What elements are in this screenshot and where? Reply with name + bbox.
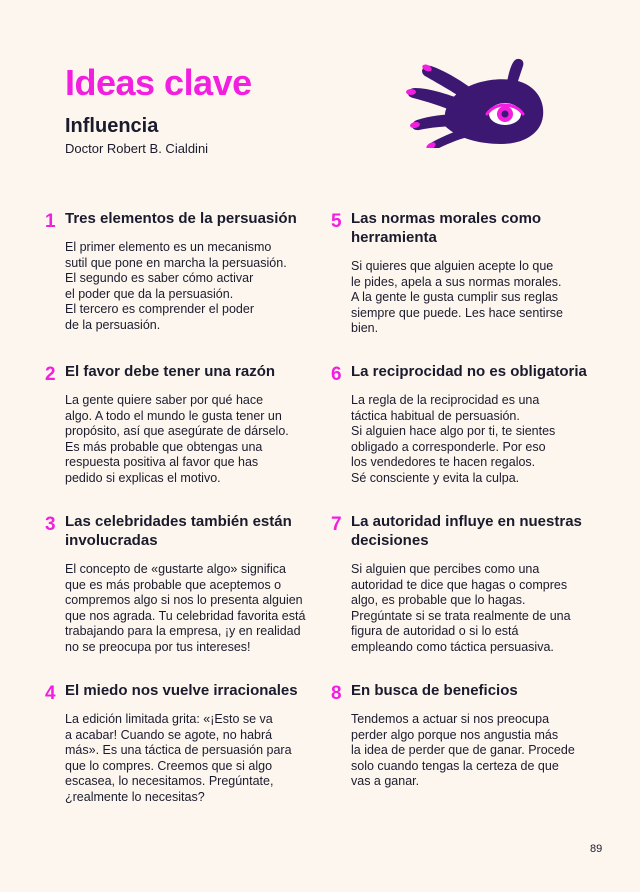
page-title: Ideas clave [65,62,252,103]
key-idea-title: El miedo nos vuelve irracionales [65,682,298,699]
key-idea-title: Las celebridades también están involucradas [65,513,292,549]
key-idea-1 [45,209,330,333]
key-idea-title: La reciprocidad no es obligatoria [351,363,587,380]
key-idea-title: La autoridad influye en nuestras decisiones [351,513,582,549]
key-idea-title: El favor debe tener una razón [65,363,276,380]
key-idea-4 [45,681,330,805]
key-idea-number: 2 [45,364,56,385]
key-idea-6 [331,362,616,486]
key-idea-number: 8 [331,683,342,704]
page-number: 89 [590,843,603,855]
key-idea-number: 1 [45,211,56,232]
key-idea-number: 7 [331,514,342,535]
key-idea-body: El concepto de «gustarte algo» significa que es más probable que aceptemos o compremos algo si nos lo presenta alguien que nos agrada. Tu celebridad favorita está trabajando para la empresa, ¡y en realidad no se preocupa por tus intereses! [65,562,306,654]
key-idea-body: Tendemos a actuar si nos preocupa perder algo porque nos angustia más la idea de perder que de ganar. Procede solo cuando tengas la certeza de que vas a ganar. [351,712,575,788]
key-idea-number: 3 [45,514,56,535]
key-idea-body: Si quieres que alguien acepte lo que le pides, apela a sus normas morales. A la gente le gusta cumplir sus reglas siempre que puede. Les hace sentirse bien. [351,259,563,335]
key-idea-5 [331,209,616,337]
key-idea-title: Las normas morales como herramienta [351,210,542,246]
key-idea-body: El primer elemento es un mecanismo sutil que pone en marcha la persuasión. El segundo es saber cómo activar el poder que da la persuasión. El tercero es comprender el poder de la persuasión. [65,240,287,332]
key-idea-number: 5 [331,211,342,232]
book-author: Doctor Robert B. Cialdini [65,141,209,156]
key-idea-2 [45,362,330,486]
key-idea-8 [331,681,616,790]
book-title: Influencia [65,115,159,137]
key-idea-3 [45,512,330,655]
key-idea-number: 4 [45,683,56,704]
key-idea-body: La gente quiere saber por qué hace algo. A todo el mundo le gusta tener un propósito, así que asegúrate de dárselo. Es más probable que obtengas una respuesta positiva al favor que has pedido si explicas el motivo. [65,393,289,485]
key-idea-title: En busca de beneficios [351,682,518,699]
key-idea-number: 6 [331,364,342,385]
key-idea-body: Si alguien que percibes como una autoridad te dice que hagas o compres algo, es probable que lo hagas. Pregúntate si se trata realmente de una figura de autoridad o si lo está empleando como táctica persuasiva. [351,562,571,654]
key-idea-title: Tres elementos de la persuasión [65,210,297,227]
key-idea-body: La edición limitada grita: «¡Esto se va a acabar! Cuando se agote, no habrá más». Es una táctica de persuasión para que lo compres. Creemos que si algo escasea, lo necesitamos. Pregúntate, ¿realmente lo necesitas? [65,712,292,804]
key-idea-body: La regla de la reciprocidad es una táctica habitual de persuasión. Si alguien hace algo por ti, te sientes obligado a corresponderle. Por eso los vendedores te hacen regalos. Sé consciente y evita la culpa. [351,393,556,485]
key-idea-7 [331,512,616,655]
